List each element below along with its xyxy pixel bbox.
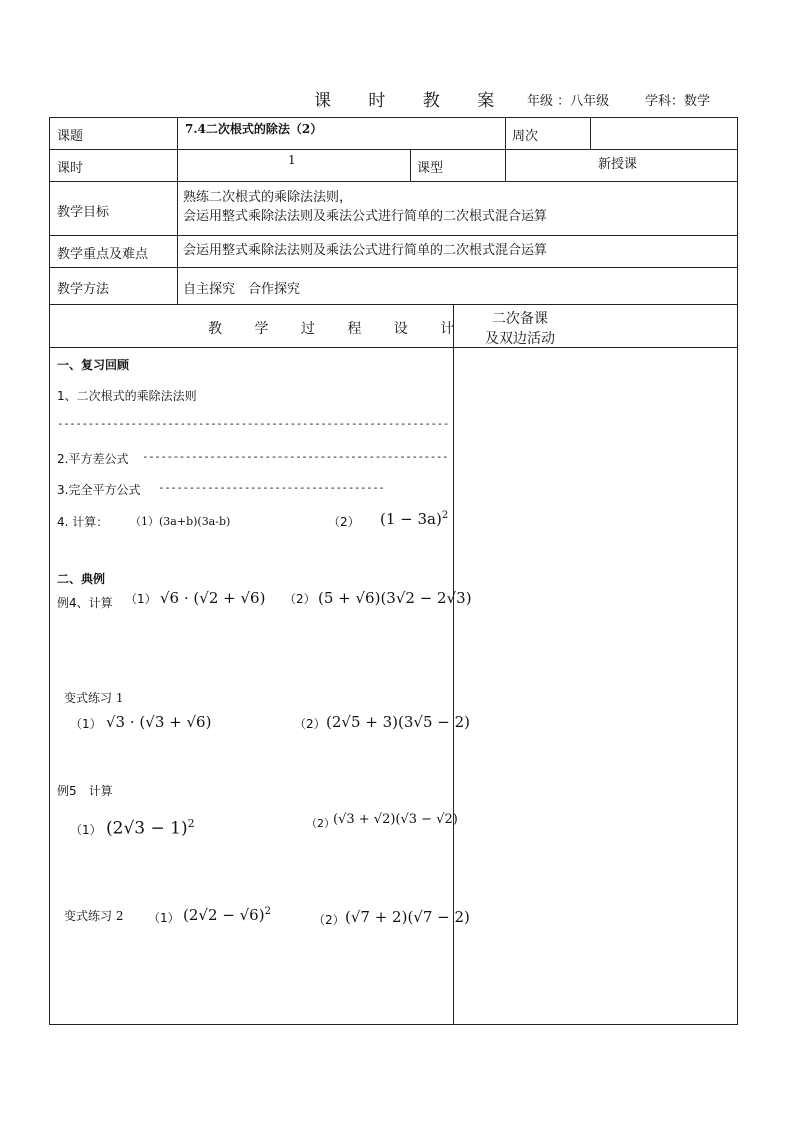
variant-2-part-2-label: （2） [313, 913, 345, 927]
review-item-2: 2.平方差公式 [57, 452, 129, 466]
topic-value: 7.4二次根式的除法（2） [185, 122, 323, 136]
review-item-4-part-2-expr: $(1 - 3a)^2$ [380, 510, 449, 528]
hours-label: 课时 [57, 161, 84, 176]
variant-2-part-1-expr: $(2√2 - √6)^2$ [183, 906, 271, 924]
review-item-4-part-1: （1）(3a+b)(3a-b) [130, 515, 231, 528]
example-4-part-2-label: （2） [284, 592, 316, 606]
review-item-3: 3.完全平方公式 [57, 483, 141, 497]
variant-2-part-2-expr: (√7 + 2)(√7 − 2) [345, 908, 470, 926]
answer-line-2: -------------------------------------------------- [142, 450, 449, 463]
type-label: 课型 [417, 161, 444, 176]
method-label: 教学方法 [57, 282, 110, 297]
subject-label: 学科：数学 [645, 94, 711, 109]
goal-line-1: 熟练二次根式的乘除法法则， [183, 190, 353, 205]
variant-2-title: 变式练习 2 [64, 909, 124, 923]
grade-label: 年级 ：八年级 [527, 94, 610, 109]
prep-heading-line-2: 及双边活动 [485, 331, 555, 347]
review-item-4-label: 4. 计算： [57, 515, 109, 529]
hours-value: 1 [288, 153, 296, 167]
example-5-part-2-expr: (√3 + √2)(√3 − √2) [333, 812, 458, 827]
goal-label: 教学目标 [57, 205, 110, 220]
answer-line-1: ---------------------------------------------------------------- [57, 417, 449, 430]
example-5-part-2-label: （2） [306, 817, 335, 830]
answer-line-3: ------------------------------------- [158, 481, 385, 494]
prep-heading-line-1: 二次备课 [492, 311, 548, 327]
example-4-label: 例4、计算 [57, 596, 113, 610]
key-value: 会运用整式乘除法法则及乘法公式进行简单的二次根式混合运算 [183, 243, 548, 258]
variant-1-title: 变式练习 1 [64, 691, 124, 705]
review-title: 一、复习回顾 [57, 358, 130, 372]
goal-line-2: 会运用整式乘除法法则及乘法公式进行简单的二次根式混合运算 [183, 209, 548, 224]
document-title: 课 时 教 案 [314, 91, 511, 111]
key-label: 教学重点及难点 [57, 247, 149, 262]
variant-1-part-2-expr: (2√5 + 3)(3√5 − 2) [326, 713, 470, 731]
variant-1-part-1-label: （1） [70, 717, 102, 731]
example-4-part-1-label: （1） [125, 592, 157, 606]
week-label: 周次 [512, 129, 539, 144]
type-value: 新授课 [598, 157, 638, 172]
process-heading: 教 学 过 程 设 计 [208, 321, 469, 337]
method-value: 自主探究 合作探究 [183, 282, 301, 297]
example-4-part-1-expr: √6 · (√2 + √6) [160, 589, 266, 607]
review-item-4-part-2-label: （2） [328, 515, 360, 529]
topic-label: 课题 [57, 129, 84, 144]
example-4-part-2-expr: (5 + √6)(3√2 − 2√3) [318, 589, 472, 607]
example-5-part-1-label: （1） [70, 823, 102, 837]
example-5-label: 例5 计算 [57, 784, 113, 798]
example-title: 二、典例 [57, 572, 106, 586]
variant-1-part-2-label: （2） [294, 717, 326, 731]
example-5-part-1-expr: $(2√3 - 1)^2$ [106, 817, 195, 839]
variant-2-part-1-label: （1） [148, 911, 180, 925]
variant-1-part-1-expr: √3 · (√3 + √6) [106, 713, 212, 731]
review-item-1: 1、二次根式的乘除法法则 [57, 389, 197, 403]
